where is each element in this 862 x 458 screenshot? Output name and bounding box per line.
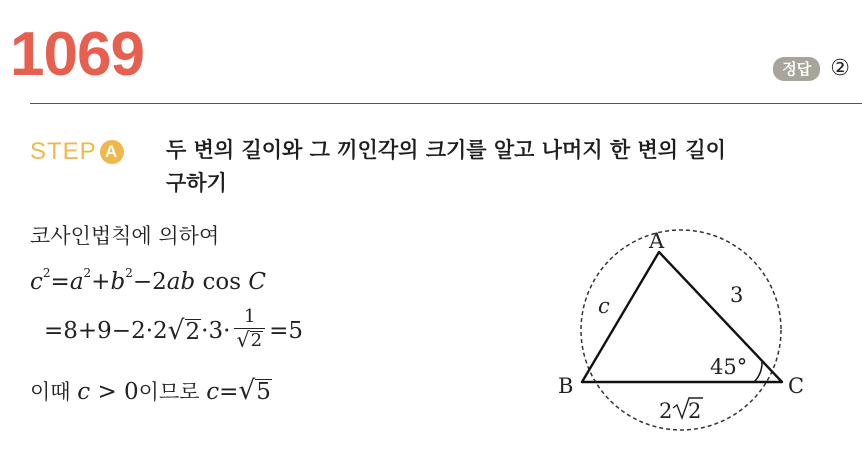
radical-sign-icon: √ <box>167 314 185 346</box>
step-letter-badge: A <box>100 140 124 164</box>
solution-method: 코사인법칙에 의하여 <box>30 224 220 248</box>
eq1-plus: + <box>91 269 111 295</box>
conclusion-prefix: 이때 <box>30 380 78 404</box>
vertex-b-label: B <box>558 374 574 398</box>
eq1-c-exp: 2 <box>42 266 51 280</box>
side-ac-label: 3 <box>730 283 744 307</box>
problem-number: 1069 <box>10 20 144 89</box>
eq1-C: C <box>248 269 266 295</box>
eq1-b-exp: 2 <box>125 266 133 280</box>
step-title-line2: 구하기 <box>166 171 227 195</box>
side-bc-coef: 2 <box>659 399 673 423</box>
vertex-c-label: C <box>788 374 805 398</box>
conclusion-mid: 이므로 <box>138 380 207 404</box>
fraction-denominator: √ 2 <box>234 328 265 352</box>
side-bc-radicand: 2 <box>688 399 702 423</box>
angle-c-arc <box>754 362 762 382</box>
conclusion-gt-zero: > 0 <box>90 379 139 405</box>
triangle-abc <box>582 252 782 382</box>
conclusion-c2: c <box>206 379 220 405</box>
eq1-b: b <box>110 269 126 295</box>
circumcircle <box>581 230 781 430</box>
step-title-line1: 두 변의 길이와 그 끼인각의 크기를 알고 나머지 한 변의 길이 <box>166 138 726 162</box>
vertex-a-label: A <box>649 229 665 253</box>
side-ab-label: c <box>598 294 610 318</box>
eq1-cos: cos <box>195 269 249 295</box>
answer-choice: ② <box>830 56 850 81</box>
fraction-numerator: 1 <box>244 306 256 327</box>
eq2-start: =8+9−2·2 <box>44 318 168 344</box>
eq1-equals: = <box>50 269 70 295</box>
radical-sign-icon: √ <box>238 375 256 406</box>
eq1-minus-two: −2 <box>132 269 167 295</box>
eq1-ab: ab <box>166 269 196 295</box>
eq1-a: a <box>69 269 84 295</box>
step-text: STEP <box>30 138 97 165</box>
radical-sign-icon: √ <box>236 328 250 352</box>
eq2-mid: ·3· <box>201 318 231 344</box>
angle-c-label: 45° <box>710 355 748 379</box>
eq1-c: c <box>30 269 43 295</box>
eq1-a-exp: 2 <box>83 266 92 280</box>
sqrt-two: √ 2 <box>167 314 201 346</box>
sqrt-five: √ 5 <box>238 375 271 406</box>
conclusion-c1: c <box>77 379 91 405</box>
conclusion-equals: = <box>219 379 239 405</box>
eq2-end: =5 <box>269 318 303 344</box>
answer-badge: 정답 <box>773 57 820 81</box>
